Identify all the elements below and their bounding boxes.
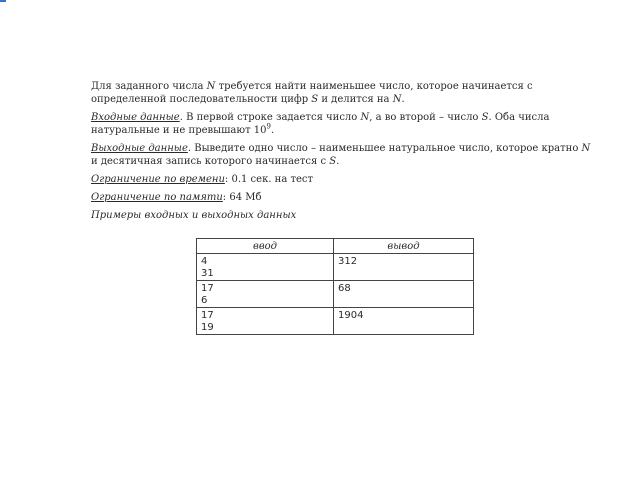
output-cell: 68 — [334, 281, 474, 308]
input-description: Входные данные. В первой строке задается число N, а во второй – число S. Оба числа натуральные и не превышают $10^9$. — [91, 112, 550, 136]
problem-statement: Для заданного числа N требуется найти наименьшее число, которое начинается с определенной последовательности цифр S и делится на N. — [91, 81, 533, 105]
column-header-input: ввод — [197, 239, 334, 254]
output-cell: 312 — [334, 254, 474, 281]
input-cell: 17 6 — [197, 281, 334, 308]
examples-title: Примеры входных и выходных данных — [91, 210, 297, 221]
time-limit: Ограничение по времени: 0.1 сек. на тест — [91, 174, 314, 185]
table-row — [197, 254, 474, 281]
corner-marker — [0, 0, 6, 2]
input-cell: 4 31 — [197, 254, 334, 281]
table-header-row — [197, 239, 474, 254]
input-cell: 17 19 — [197, 308, 334, 335]
time-limit-label: Ограничение по времени — [91, 174, 225, 185]
table-row — [197, 308, 474, 335]
output-description: Выходные данные. Выведите одно число – наименьшее натуральное число, которое кратно N и десятичная запись которого начинается с S. — [91, 143, 591, 167]
memory-limit: Ограничение по памяти: 64 Мб — [91, 192, 262, 203]
examples-table — [196, 238, 474, 335]
input-label: Входные данные — [91, 112, 180, 123]
problem-text — [91, 80, 599, 226]
output-cell: 1904 — [334, 308, 474, 335]
memory-limit-label: Ограничение по памяти — [91, 192, 223, 203]
column-header-output: вывод — [334, 239, 474, 254]
table-row — [197, 281, 474, 308]
output-label: Выходные данные — [91, 143, 188, 154]
